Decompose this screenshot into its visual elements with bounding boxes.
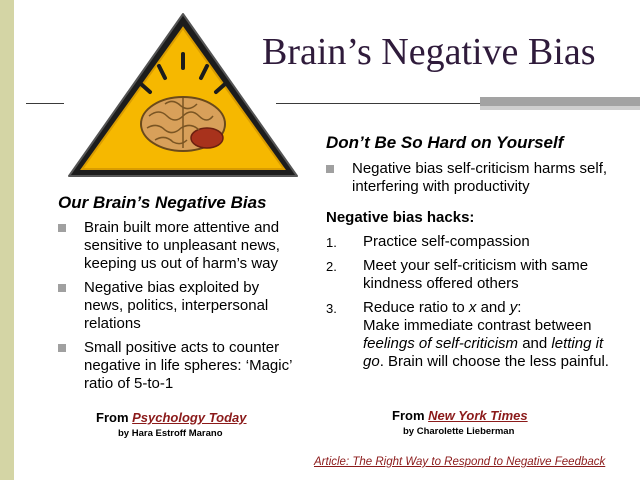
bullet-square-icon (58, 344, 66, 352)
right-author: by Charolette Lieberman (403, 426, 515, 437)
list-item: 2. Meet your self-criticism with same kindness offered others (326, 257, 589, 292)
hacks-list (326, 233, 616, 377)
title-rule-bar-shadow (480, 106, 640, 110)
title-rule-left (26, 103, 64, 104)
new-york-times-link[interactable]: New York Times (428, 408, 528, 423)
list-item: Negative bias self-criticism harms self, interfering with productivity (326, 160, 616, 196)
bullet-square-icon (58, 284, 66, 292)
hacks-heading: Negative bias hacks: (326, 209, 475, 226)
list-item: Brain built more attentive and sensitive to unpleasant news, keeping us out of harm’s way (58, 219, 302, 273)
list-item: Small positive acts to counter negative in life spheres: ‘Magic’ ratio of 5-to-1 (58, 339, 302, 393)
left-bullet-list (58, 219, 302, 399)
right-heading: Don’t Be So Hard on Yourself (326, 133, 564, 152)
bullet-square-icon (326, 165, 334, 173)
article-link[interactable]: Article: The Right Way to Respond to Negative Feedback (314, 456, 606, 468)
list-item: 1. Practice self-compassion (326, 233, 530, 250)
list-item: Negative bias exploited by news, politics, interpersonal relations (58, 279, 302, 333)
title-rule-right (276, 103, 480, 104)
psychology-today-link[interactable]: Psychology Today (132, 410, 247, 425)
left-heading: Our Brain’s Negative Bias (58, 193, 267, 212)
left-author: by Hara Estroff Marano (118, 428, 223, 439)
right-bullet-list (326, 160, 616, 202)
title-rule-bar (480, 97, 640, 106)
right-source-line: From New York Times (392, 408, 528, 423)
slide-title: Brain’s Negative Bias (262, 31, 596, 73)
left-accent-stripe (0, 0, 14, 480)
left-source-line: From Psychology Today (96, 410, 247, 425)
bullet-square-icon (58, 224, 66, 232)
list-item: 3. Reduce ratio to x and y: Make immediate contrast between feelings of self-criticism and letting it go. Brain will choose the less painful. (326, 299, 609, 370)
